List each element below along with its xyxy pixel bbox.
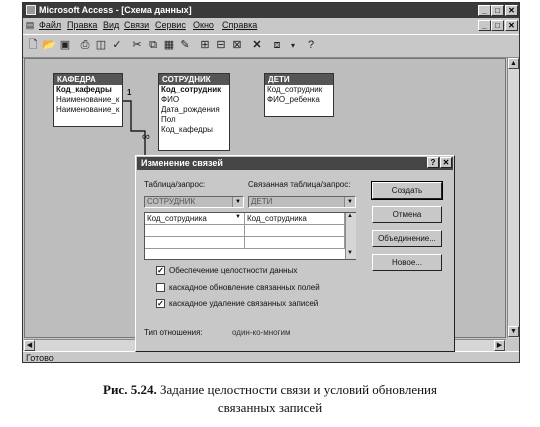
relation-type-value: один-ко-многим [232, 328, 291, 337]
menu-view[interactable]: Вид [103, 20, 120, 30]
minimize-button[interactable]: _ [478, 5, 491, 16]
one-side-marker: 1 [127, 88, 132, 97]
chevron-down-icon[interactable]: ▼ [235, 214, 241, 220]
menu-edit[interactable]: Правка [67, 20, 98, 30]
new-object-dropdown-icon[interactable]: ▾ [290, 41, 295, 50]
many-side-marker: ∞ [142, 131, 150, 143]
menu-file[interactable]: Файл [39, 20, 62, 30]
delete-icon[interactable]: ✕ [252, 39, 262, 51]
new-icon[interactable]: 🗋 [28, 39, 38, 51]
field-item[interactable]: Наименование_к [56, 105, 120, 114]
menu-help[interactable]: Справка [222, 20, 258, 30]
related-table-label: Связанная таблица/запрос: [248, 180, 351, 189]
table-deti[interactable] [264, 73, 334, 117]
grid-cell[interactable]: Код_сотрудника [245, 213, 345, 225]
field-item[interactable]: ФИО [161, 95, 180, 104]
menu-relations[interactable]: Связи [124, 20, 150, 30]
checkbox-label: каскадное обновление связанных полей [169, 283, 320, 292]
table-kafedra[interactable] [53, 73, 123, 127]
field-item[interactable]: ФИО_ребенка [267, 95, 320, 104]
title-bar [23, 3, 519, 18]
toolbar [23, 34, 519, 58]
access-window [22, 2, 520, 363]
figure-caption [0, 382, 540, 398]
field-item[interactable]: Код_сотрудник [161, 85, 222, 94]
show-all-icon[interactable]: ⊠ [232, 39, 242, 51]
scroll-up-icon[interactable]: ▲ [347, 213, 353, 219]
join-type-button[interactable]: Объединение... [372, 230, 442, 247]
checkbox-label: каскадное удаление связанных записей [169, 299, 319, 308]
grid-cell[interactable]: Код_сотрудника [145, 213, 245, 225]
table-query-label: Таблица/запрос: [144, 180, 206, 189]
grid-scrollbar[interactable] [345, 213, 356, 259]
table-select-value: СОТРУДНИК [147, 197, 196, 206]
field-item[interactable]: Пол [161, 115, 176, 124]
document-icon[interactable]: ▤ [25, 20, 35, 30]
checkbox-integrity[interactable] [156, 266, 297, 276]
scroll-down-icon[interactable]: ▼ [347, 250, 353, 256]
grid-cell[interactable] [245, 225, 345, 237]
preview-icon[interactable]: ◫ [95, 39, 107, 51]
copy-icon[interactable]: ⧉ [149, 39, 157, 51]
checkbox-cascade-delete[interactable] [156, 299, 318, 309]
relation-type-label: Тип отношения: [144, 328, 203, 337]
field-item[interactable]: Наименование_к [56, 95, 120, 104]
scroll-up-icon[interactable]: ▲ [508, 58, 519, 69]
scroll-left-icon[interactable]: ◀ [24, 340, 35, 351]
status-bar [23, 351, 519, 363]
table-title: ДЕТИ [265, 74, 333, 85]
table-title: СОТРУДНИК [159, 74, 229, 85]
field-item[interactable]: Код_кафедры [56, 85, 112, 94]
chevron-down-icon[interactable]: ▼ [232, 197, 243, 207]
scroll-down-icon[interactable]: ▼ [508, 326, 519, 337]
table-sotrudnik[interactable] [158, 73, 230, 151]
access-app-icon [26, 5, 36, 15]
spell-icon[interactable]: ✓ [112, 39, 122, 51]
checkbox-label: Обеспечение целостности данных [169, 266, 298, 275]
menu-tools[interactable]: Сервис [155, 20, 186, 30]
caption-text: Задание целостности связи и условий обновления [159, 382, 437, 397]
field-item[interactable]: Код_кафедры [161, 125, 213, 134]
table-select[interactable] [144, 196, 244, 208]
new-object-icon[interactable]: ⧈ [273, 39, 281, 51]
dialog-close-button[interactable]: ✕ [440, 157, 452, 168]
field-item[interactable]: Код_сотрудник [267, 85, 323, 94]
format-painter-icon[interactable]: ✎ [180, 39, 190, 51]
caption-text-2: связанных записей [217, 400, 323, 415]
checkbox-checked[interactable]: ✓ [157, 299, 164, 309]
save-icon[interactable]: ▣ [59, 39, 71, 51]
dialog-help-button[interactable]: ? [427, 157, 439, 168]
chevron-down-icon[interactable]: ▼ [344, 197, 355, 207]
cancel-button[interactable]: Отмена [372, 206, 442, 223]
show-table-icon[interactable]: ⊞ [200, 39, 210, 51]
close-button[interactable]: ✕ [505, 5, 518, 16]
print-icon[interactable]: ⎙ [80, 39, 90, 51]
create-button[interactable]: Создать [372, 182, 442, 199]
table-title: КАФЕДРА [54, 74, 122, 85]
create-new-button[interactable]: Новое... [372, 254, 442, 271]
paste-icon[interactable]: ▦ [163, 39, 175, 51]
edit-relationships-dialog [135, 155, 455, 352]
field-mapping-grid [144, 212, 356, 260]
doc-maximize-button[interactable]: □ [491, 20, 504, 31]
maximize-button[interactable]: □ [491, 5, 504, 16]
related-table-select[interactable] [248, 196, 356, 208]
doc-close-button[interactable]: ✕ [505, 20, 518, 31]
cut-icon[interactable]: ✂ [132, 39, 142, 51]
grid-cell[interactable] [145, 225, 245, 237]
field-item[interactable]: Дата_рождения [161, 105, 220, 114]
grid-cell[interactable] [245, 237, 345, 249]
help-icon[interactable]: ? [307, 39, 315, 51]
menu-window[interactable]: Окно [193, 20, 214, 30]
grid-cell[interactable] [145, 237, 245, 249]
checkbox-cascade-update[interactable] [156, 283, 320, 293]
open-icon[interactable]: 📂 [42, 39, 56, 51]
related-table-select-value: ДЕТИ [251, 197, 273, 206]
window-title: Microsoft Access - [Схема данных] [39, 5, 192, 15]
scroll-right-icon[interactable]: ▶ [494, 340, 505, 351]
show-direct-icon[interactable]: ⊟ [216, 39, 226, 51]
figure-caption-line2 [0, 400, 540, 416]
doc-minimize-button[interactable]: _ [478, 20, 491, 31]
vertical-scrollbar[interactable] [507, 58, 520, 338]
checkbox-checked[interactable]: ✓ [157, 266, 164, 276]
menu-bar [23, 19, 519, 33]
status-text: Готово [26, 353, 54, 363]
checkbox-unchecked[interactable] [156, 283, 165, 292]
dialog-title: Изменение связей [137, 157, 453, 170]
caption-number: Рис. 5.24. [103, 382, 157, 397]
